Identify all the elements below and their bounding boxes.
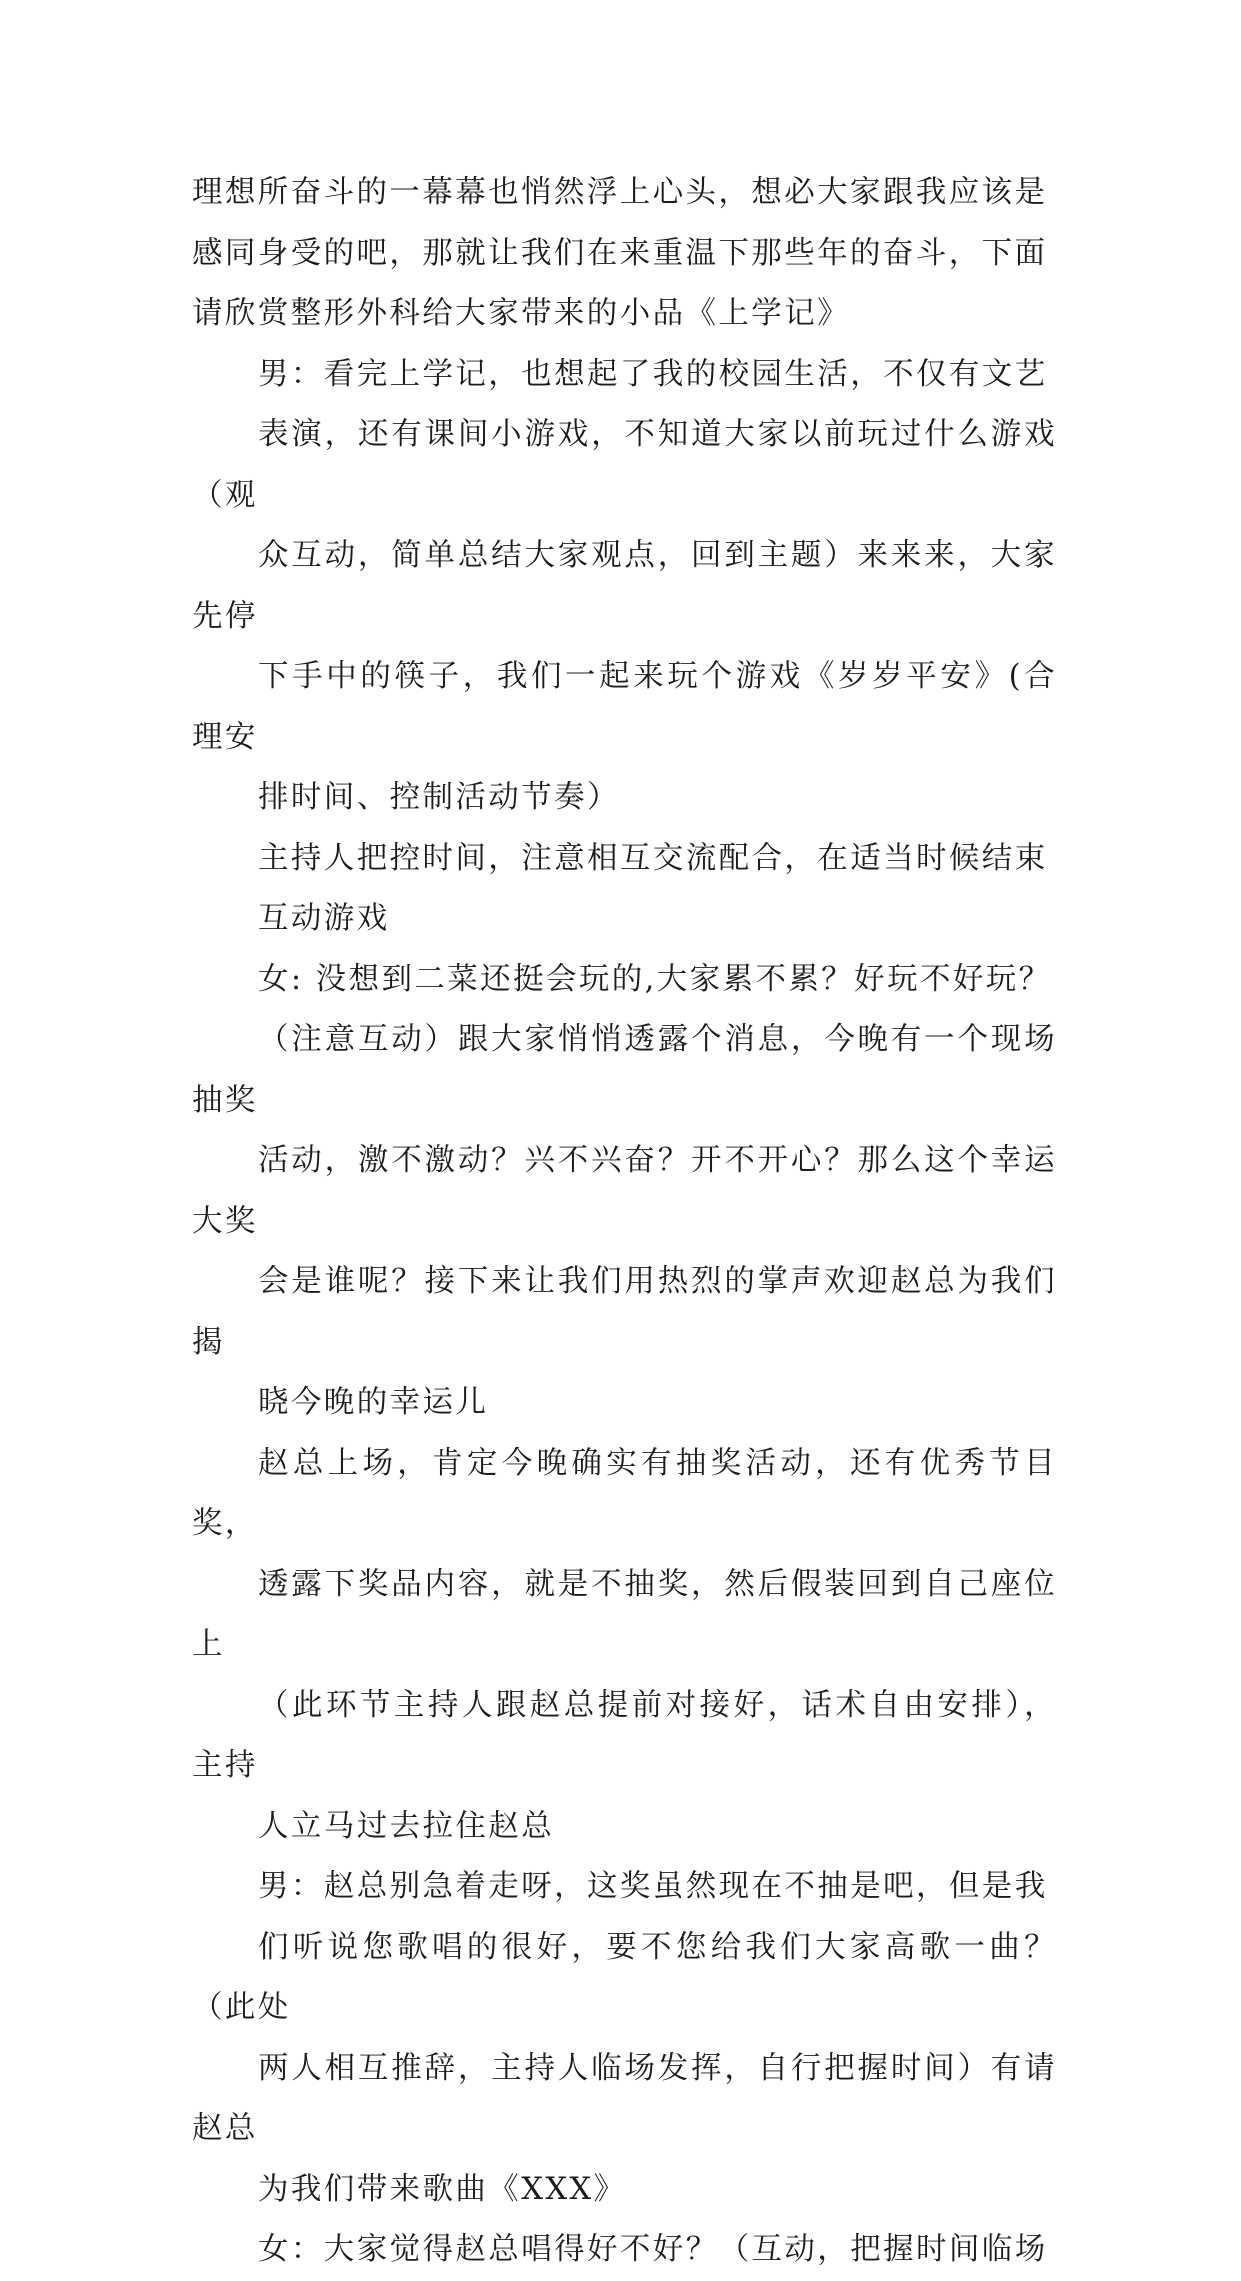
paragraph [192,1434,1057,1858]
text-line: （此环节主持人跟赵总提前对接好，话术自由安排），主持 [192,1687,1057,1783]
paragraph [192,2220,1057,2281]
text-line: 互动游戏 [258,901,390,936]
paragraph [192,829,1057,950]
text-line: 表演，还有课间小游戏，不知道大家以前玩过什么游戏（观 [192,417,1057,513]
paragraph [192,950,1057,1434]
text-line: 男：赵总别急着走呀，这奖虽然现在不抽是吧，但是我 [258,1869,1048,1904]
paragraph [192,163,1057,345]
text-line: 赵总上场，肯定今晚确实有抽奖活动，还有优秀节目奖， [192,1445,1057,1541]
text-line: （注意互动）跟大家悄悄透露个消息，今晚有一个现场抽奖 [192,1022,1057,1118]
text-line: 下手中的筷子，我们一起来玩个游戏《岁岁平安》(合理安 [192,659,1057,755]
text-line: 们听说您歌唱的很好，要不您给我们大家高歌一曲？（此处 [192,1929,1057,2025]
text-line: 众互动，简单总结大家观点，回到主题）来来来，大家先停 [192,538,1057,634]
text-line: 两人相互推辞，主持人临场发挥，自行把握时间）有请赵总 [192,2050,1057,2146]
text-line: 为我们带来歌曲《XXX》 [258,2171,627,2207]
text-line: 会是谁呢？接下来让我们用热烈的掌声欢迎赵总为我们揭 [192,1264,1057,1360]
text-line: 感同身受的吧，那就让我们在来重温下那些年的奋斗，下面 [192,235,1048,271]
document-body [192,163,1057,2281]
text-line: 透露下奖品内容，就是不抽奖，然后假装回到自己座位上 [192,1566,1057,1662]
paragraph [192,345,1057,829]
text-line: 理想所奋斗的一幕幕也悄然浮上心头，想必大家跟我应该是 [192,175,1048,210]
paragraph [192,1857,1057,2220]
text-line: 主持人把控时间，注意相互交流配合，在适当时候结束 [258,840,1048,876]
text-line: 活动，激不激动？兴不兴奋？开不开心？那么这个幸运大奖 [192,1143,1057,1239]
text-line: 排时间、控制活动节奏） [258,780,620,815]
text-line: 晓今晚的幸运儿 [258,1385,489,1420]
text-line: 女: 没想到二菜还挺会玩的,大家累不累？好玩不好玩？ [258,961,1052,997]
text-line: 人立马过去拉住赵总 [258,1808,555,1844]
text-line: 男：看完上学记，也想起了我的校园生活，不仅有文艺 [258,356,1048,392]
text-line: 女：大家觉得赵总唱得好不好？（互动，把握时间临场 [258,2232,1048,2267]
text-line: 请欣赏整形外科给大家带来的小品《上学记》 [192,296,850,331]
